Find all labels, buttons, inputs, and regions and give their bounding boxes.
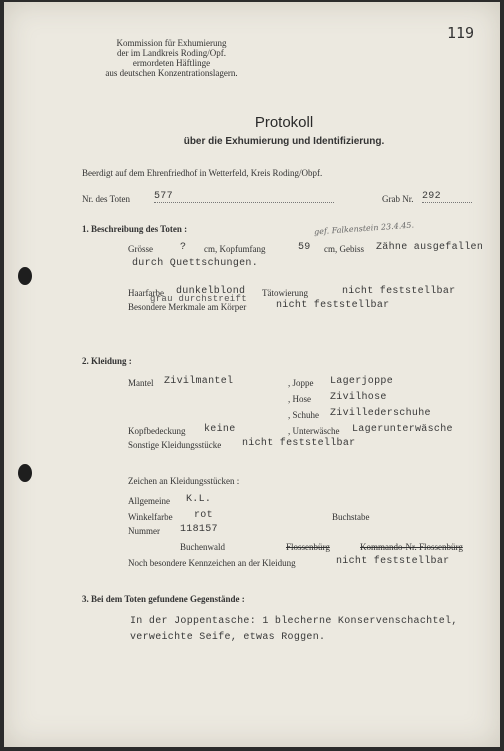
camp-commando: Kommando-Nr. Flossenbürg	[360, 542, 463, 552]
marks-label: Besondere Merkmale am Körper	[128, 302, 247, 312]
marks-value: nicht feststellbar	[276, 300, 390, 311]
commission-header	[84, 38, 259, 78]
document-page	[4, 2, 500, 747]
handwritten-note: gef. Falkenstein 23.4.45.	[313, 220, 415, 237]
shoes-label: , Schuhe	[288, 410, 319, 420]
items-line-2: verweichte Seife, etwas Roggen.	[130, 632, 326, 643]
triangle-color-label: Winkelfarbe	[128, 512, 173, 522]
trousers-value: Zivilhose	[330, 392, 387, 403]
headwear-value: keine	[204, 424, 236, 435]
head-circumference-value: 59	[298, 242, 311, 253]
items-line-1: In der Joppentasche: 1 blecherne Konservenschachtel,	[130, 616, 458, 627]
punch-hole-bottom	[18, 464, 32, 482]
general-label: Allgemeine	[128, 496, 170, 506]
document-title: Protokoll	[254, 114, 314, 131]
coat-label: Mantel	[128, 378, 154, 388]
other-clothing-value: nicht feststellbar	[242, 438, 356, 449]
hair-label: Haarfarbe	[128, 288, 164, 298]
tattoo-label: Tätowierung	[262, 288, 308, 298]
camp-buchenwald: Buchenwald	[180, 542, 225, 552]
burial-place: Beerdigt auf dem Ehrenfriedhof in Wetterfeld, Kreis Roding/Obpf.	[82, 168, 323, 178]
head-circumference-label: cm, Kopfumfang	[204, 244, 266, 254]
teeth-label: cm, Gebiss	[324, 244, 364, 254]
section-2-heading: 2. Kleidung :	[82, 356, 132, 366]
header-line-3: ermordeten Häftlinge	[132, 58, 211, 68]
document-subtitle: über die Exhumierung und Identifizierung.	[183, 136, 385, 147]
triangle-color-value: rot	[194, 510, 213, 521]
further-marks-value: nicht feststellbar	[336, 556, 450, 567]
jacket-value: Lagerjoppe	[330, 376, 394, 387]
size-label: Grösse	[128, 244, 153, 254]
letter-label: Buchstabe	[332, 512, 370, 522]
dead-number-label: Nr. des Toten	[82, 194, 130, 204]
page-number: 119	[447, 24, 475, 42]
jacket-label: , Joppe	[288, 378, 314, 388]
clothing-marks-heading: Zeichen an Kleidungsstücken :	[128, 476, 240, 486]
size-value: ?	[180, 242, 187, 253]
number-label: Nummer	[128, 526, 160, 536]
coat-value: Zivilmantel	[164, 376, 234, 387]
punch-hole-top	[18, 267, 32, 285]
dead-number-value: 577	[154, 191, 334, 203]
hair-value-line-2: grau durchstreift	[150, 294, 247, 304]
hair-value: dunkelblond	[176, 286, 246, 297]
header-line-4: aus deutschen Konzentrationslagern.	[105, 68, 238, 78]
headwear-label: Kopfbedeckung	[128, 426, 186, 436]
trousers-label: , Hose	[288, 394, 311, 404]
number-value: 118157	[180, 524, 218, 535]
further-marks-label: Noch besondere Kennzeichen an der Kleidung	[128, 558, 296, 568]
shoes-value: Zivillederschuhe	[330, 408, 431, 419]
underwear-label: , Unterwäsche	[288, 426, 340, 436]
underwear-value: Lagerunterwäsche	[352, 424, 453, 435]
general-value: K.L.	[186, 494, 212, 505]
tattoo-value: nicht feststellbar	[342, 286, 456, 297]
grave-number-value: 292	[422, 191, 472, 203]
other-clothing-label: Sonstige Kleidungsstücke	[128, 440, 222, 450]
section-3-heading: 3. Bei dem Toten gefundene Gegenstände :	[82, 594, 245, 604]
teeth-value: Zähne ausgefallen	[376, 242, 484, 253]
section-1-heading: 1. Beschreibung des Toten :	[82, 224, 188, 234]
grave-number-label: Grab Nr.	[382, 194, 414, 204]
header-line-1: Kommission für Exhumierung	[116, 38, 227, 48]
camp-flossenbuerg: Flossenbürg	[286, 542, 330, 552]
teeth-value-line-2: durch Quettschungen.	[132, 258, 259, 269]
header-line-2: der im Landkreis Roding/Opf.	[117, 48, 226, 58]
